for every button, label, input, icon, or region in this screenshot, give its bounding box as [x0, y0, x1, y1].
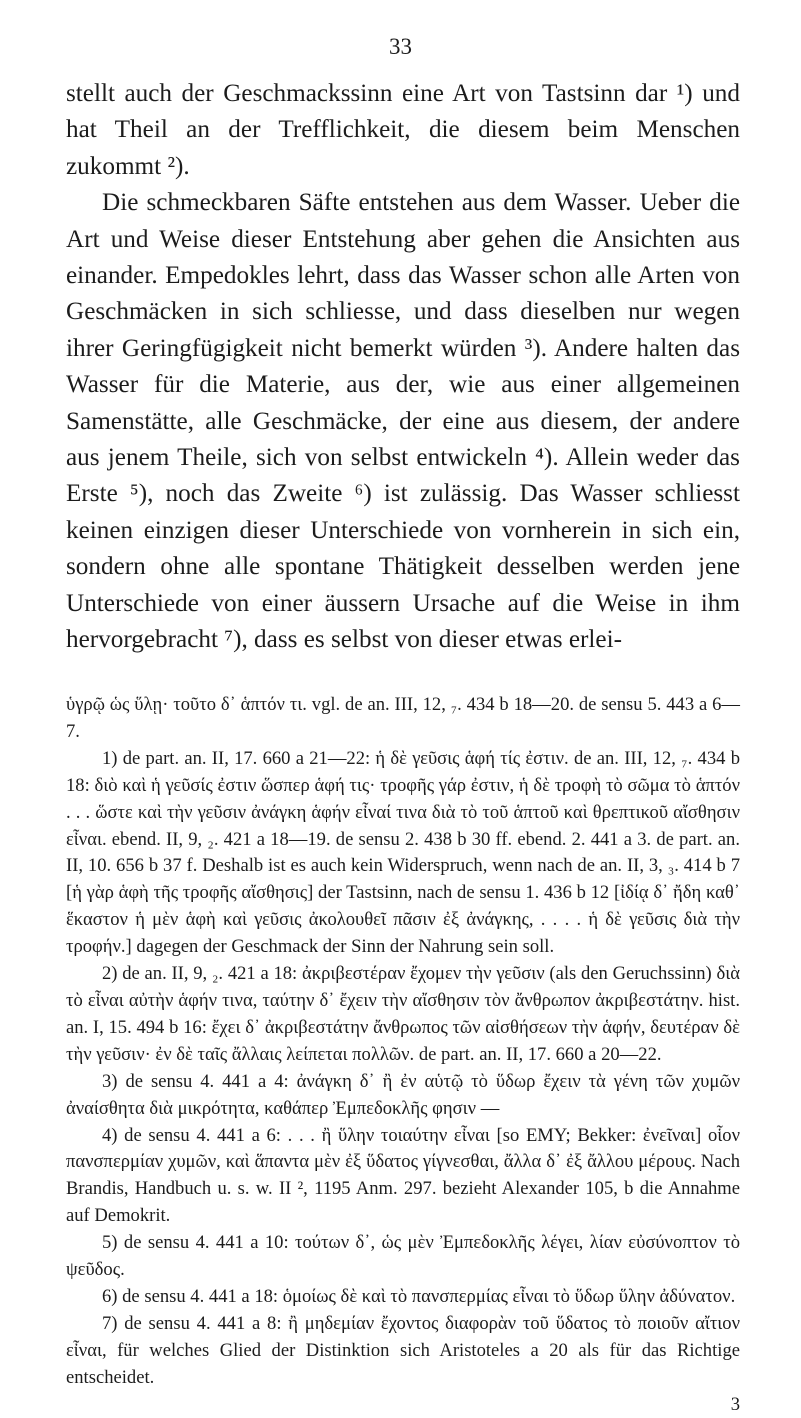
- footnote: 5) de sensu 4. 441 a 10: τούτων δ᾿, ὡς μὲν Ἐμπεδοκλῆς λέγει, λίαν εὐσύνοπτον τὸ ψεῦδος.: [66, 1232, 740, 1281]
- paragraph: stellt auch der Geschmackssinn eine Art von Tastsinn dar ¹) und hat Theil an der Trefflichkeit, die diesem beim Menschen zukommt ²).: [66, 80, 740, 180]
- main-text: [66, 76, 740, 659]
- footnotes: [66, 692, 740, 1418]
- footnote: 4) de sensu 4. 441 a 6: . . . ἢ ὕλην τοιαύτην εἶναι [so EMY; Bekker: ἐνεῖναι] οἷον πανσπερμίαν χυμῶν, καὶ ἅπαντα μὲν ἐξ ὕδατος γίγνεσθαι, ἄλλα δ᾿ ἐξ ἄλλου μέρους. Nach Brandis, Handbuch u. s. w. II ², 1195 Anm. 297. bezieht Alexander 105, b die Annahme auf Demokrit.: [66, 1124, 740, 1227]
- footnote: 1) de part. an. II, 17. 660 a 21—22: ἡ δὲ γεῦσις ἁφή τίς ἐστιν. de an. III, 12, ₇. 434 b 18: διὸ καὶ ἡ γεῦσίς ἐστιν ὥσπερ ἁφή τις· τροφῆς γάρ ἐστιν, ἡ δὲ τροφὴ τὸ σῶμα τὸ ἁπτόν . . . ὥστε καὶ τὴν γεῦσιν ἀνάγκη ἁφήν εἶναί τινα διὰ τὸ τοῦ ἁπτοῦ καὶ θρεπτικοῦ αἴσθησιν εἶναι. ebend. II, 9, ₂. 421 a 18—19. de sensu 2. 438 b 30 ff. ebend. 2. 441 a 3. de part. an. II, 10. 656 b 37 f. Deshalb ist es auch kein Widerspruch, wenn nach de an. II, 3, ₃. 414 b 7 [ἡ γὰρ ἁφὴ τῆς τροφῆς αἴσθησις] der Tastsinn, nach de sensu 1. 436 b 12 [ἰδίᾳ δ᾿ ἤδη καθ᾿ ἕκαστον ἡ μὲν ἁφὴ καὶ γεῦσις ἀκολουθεῖ πᾶσιν ἐξ ἀνάγκης, . . . . ἡ δὲ γεῦσις διὰ τὴν τροφήν.] dagegen der Geschmack der Sinn der Nahrung sein soll.: [66, 747, 740, 958]
- paragraph: Die schmeckbaren Säfte entstehen aus dem Wasser. Ueber die Art und Weise dieser Entstehung aber gehen die Ansichten aus einander. Empedokles lehrt, dass das Wasser schon alle Arten von Geschmäcken in sich schliesse, und dass dieselben nur wegen ihrer Geringfügigkeit nicht bemerkt würden ³). Andere halten das Wasser für die Materie, aus der, wie aus einer allgemeinen Samenstätte, alle Geschmäcke, der eine aus diesem, der andere aus jenem Theile, sich von selbst entwickeln ⁴). Allein weder das Erste ⁵), noch das Zweite ⁶) ist zulässig. Das Wasser schliesst keinen einzigen dieser Unterschiede von vornherein in sich ein, sondern ohne alle spontane Thätigkeit desselben werden jene Unterschiede von einer äussern Ursache auf die Weise in ihm hervorgebracht ⁷), dass es selbst von dieser etwas erlei-: [66, 189, 740, 654]
- signature-mark: 3: [730, 1393, 740, 1415]
- footnote: 7) de sensu 4. 441 a 8: ἢ μηδεμίαν ἔχοντος διαφορὰν τοῦ ὕδατος τὸ ποιοῦν αἴτιον εἶναι, für welches Glied der Distinktion sich Aristoteles a 20 als für das Richtige entscheidet.: [66, 1312, 740, 1388]
- footnote: 2) de an. II, 9, ₂. 421 a 18: ἀκριβεστέραν ἔχομεν τὴν γεῦσιν (als den Geruchssinn) διὰ τὸ εἶναι αὐτὴν ἁφήν τινα, ταύτην δ᾿ ἔχειν τὴν αἴσθησιν τὸν ἄνθρωπον ἀκριβεστάτην. hist. an. I, 15. 494 b 16: ἔχει δ᾿ ἀκριβεστάτην ἄνθρωπος τῶν αἰσθήσεων τὴν ἁφήν, δευτέραν δὲ τὴν γεῦσιν· ἐν δὲ ταῖς ἄλλαις λείπεται πολλῶν. de part. an. II, 17. 660 a 20—22.: [66, 963, 740, 1065]
- page-number: 33: [389, 34, 412, 59]
- footnote: 3) de sensu 4. 441 a 4: ἀνάγκη δ᾿ ἢ ἐν αὑτῷ τὸ ὕδωρ ἔχειν τὰ γένη τῶν χυμῶν ἀναίσθητα διὰ μικρότητα, καθάπερ Ἐμπεδοκλῆς φησιν —: [66, 1070, 740, 1119]
- footnote: 6) de sensu 4. 441 a 18: ὁμοίως δὲ καὶ τὸ πανσπερμίας εἶναι τὸ ὕδωρ ὕλην ἀδύνατον.: [102, 1285, 736, 1307]
- footnote-continuation: ὑγρῷ ὡς ὕλῃ· τοῦτο δ᾿ ἁπτόν τι. vgl. de an. III, 12, ₇. 434 b 18—20. de sensu 5. 443 a 6—7.: [66, 694, 740, 742]
